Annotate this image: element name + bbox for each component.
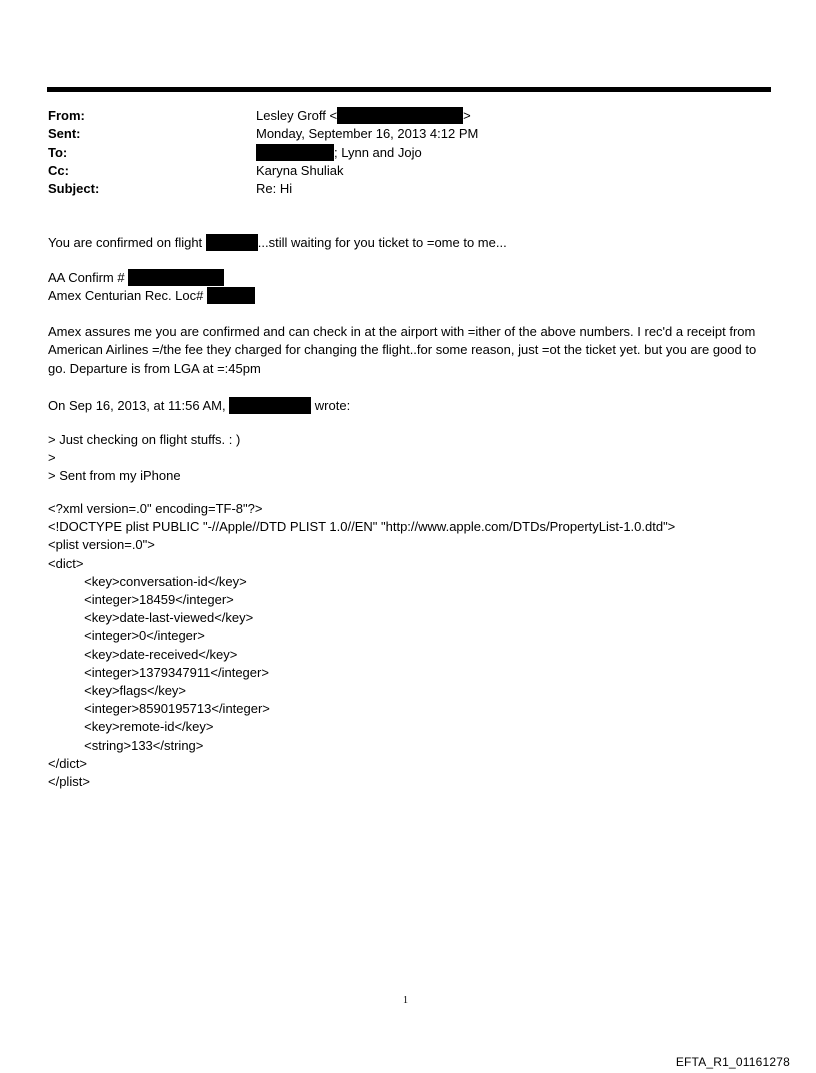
to-value bbox=[256, 144, 422, 162]
header-rule bbox=[47, 87, 771, 92]
xml-line: <integer>18459</integer> bbox=[48, 592, 234, 608]
xml-line: <!DOCTYPE plist PUBLIC "-//Apple//DTD PLIST 1.0//EN" "http://www.apple.com/DTDs/PropertyList-1.0.dtd"> bbox=[48, 519, 676, 535]
redaction-box bbox=[337, 107, 463, 124]
sent-value: Monday, September 16, 2013 4:12 PM bbox=[256, 126, 479, 142]
quoted-line: > bbox=[48, 450, 56, 465]
subject-label: Subject: bbox=[48, 181, 100, 197]
plist-xml-block bbox=[48, 500, 675, 791]
amex-loc-label: Amex Centurian Rec. Loc# bbox=[48, 288, 207, 303]
document-id: EFTA_R1_01161278 bbox=[675, 1055, 790, 1069]
quoted-line: > Sent from my iPhone bbox=[48, 468, 181, 483]
subject-value: Re: Hi bbox=[256, 181, 293, 197]
xml-line: <integer>8590195713</integer> bbox=[48, 701, 270, 717]
redaction-box bbox=[207, 287, 255, 304]
reply-attribution bbox=[48, 397, 350, 415]
sent-label: Sent: bbox=[48, 126, 81, 142]
cc-row bbox=[48, 162, 478, 180]
confirmation-prefix: You are confirmed on flight bbox=[48, 235, 206, 250]
to-row bbox=[48, 144, 478, 162]
aa-confirm-label: AA Confirm # bbox=[48, 270, 129, 285]
xml-line: <?xml version=.0" encoding=TF-8"?> bbox=[48, 501, 263, 516]
redaction-box bbox=[256, 144, 334, 161]
xml-line: </dict> bbox=[48, 755, 88, 771]
sent-row bbox=[48, 125, 478, 143]
quoted-line: > Just checking on flight stuffs. : ) bbox=[48, 432, 241, 447]
from-label: From: bbox=[48, 108, 85, 123]
xml-line: <integer>1379347911</integer> bbox=[48, 664, 269, 680]
xml-line: <key>date-last-viewed</key> bbox=[48, 610, 254, 626]
message-paragraph bbox=[48, 323, 776, 378]
to-label: To: bbox=[48, 144, 68, 160]
xml-line: <string>133</string> bbox=[48, 737, 204, 753]
cc-label: Cc: bbox=[48, 162, 69, 178]
to-recipients: ; Lynn and Jojo bbox=[334, 144, 422, 160]
xml-line: <key>remote-id</key> bbox=[48, 719, 214, 735]
xml-line: </plist> bbox=[48, 774, 90, 790]
xml-line: <key>date-received</key> bbox=[48, 646, 238, 662]
xml-line: <integer>0</integer> bbox=[48, 628, 205, 644]
xml-line: <plist version=.0"> bbox=[48, 537, 155, 553]
email-header bbox=[48, 107, 478, 198]
aa-confirm-line bbox=[48, 269, 224, 287]
page-number: 1 bbox=[403, 995, 408, 1006]
xml-line: <key>flags</key> bbox=[48, 683, 187, 699]
amex-loc-line bbox=[48, 287, 255, 305]
from-name: Lesley Groff < bbox=[256, 108, 338, 123]
subject-row bbox=[48, 180, 478, 198]
cc-value: Karyna Shuliak bbox=[256, 162, 344, 178]
confirmation-line bbox=[48, 234, 507, 252]
redaction-box bbox=[128, 269, 224, 286]
redaction-box bbox=[206, 234, 258, 251]
xml-line: <key>conversation-id</key> bbox=[48, 573, 247, 589]
from-value bbox=[256, 107, 471, 125]
reply-attribution-suffix: wrote: bbox=[311, 398, 351, 413]
confirmation-suffix: ...still waiting for you ticket to =ome to me... bbox=[257, 235, 507, 250]
redaction-box bbox=[229, 397, 311, 414]
xml-line: <dict> bbox=[48, 555, 84, 571]
reply-attribution-prefix: On Sep 16, 2013, at 11:56 AM, bbox=[48, 398, 230, 413]
from-row bbox=[48, 107, 478, 125]
from-close: > bbox=[463, 108, 471, 123]
message-paragraph-text: Amex assures me you are confirmed and can check in at the airport with =ither of the above numbers. I rec'd a receipt from American Airlines =/the fee they charged for changing the flight..for some reason, just =ot the ticket yet. but you are good to go. Departure is from LGA at =:45pm bbox=[48, 324, 757, 376]
